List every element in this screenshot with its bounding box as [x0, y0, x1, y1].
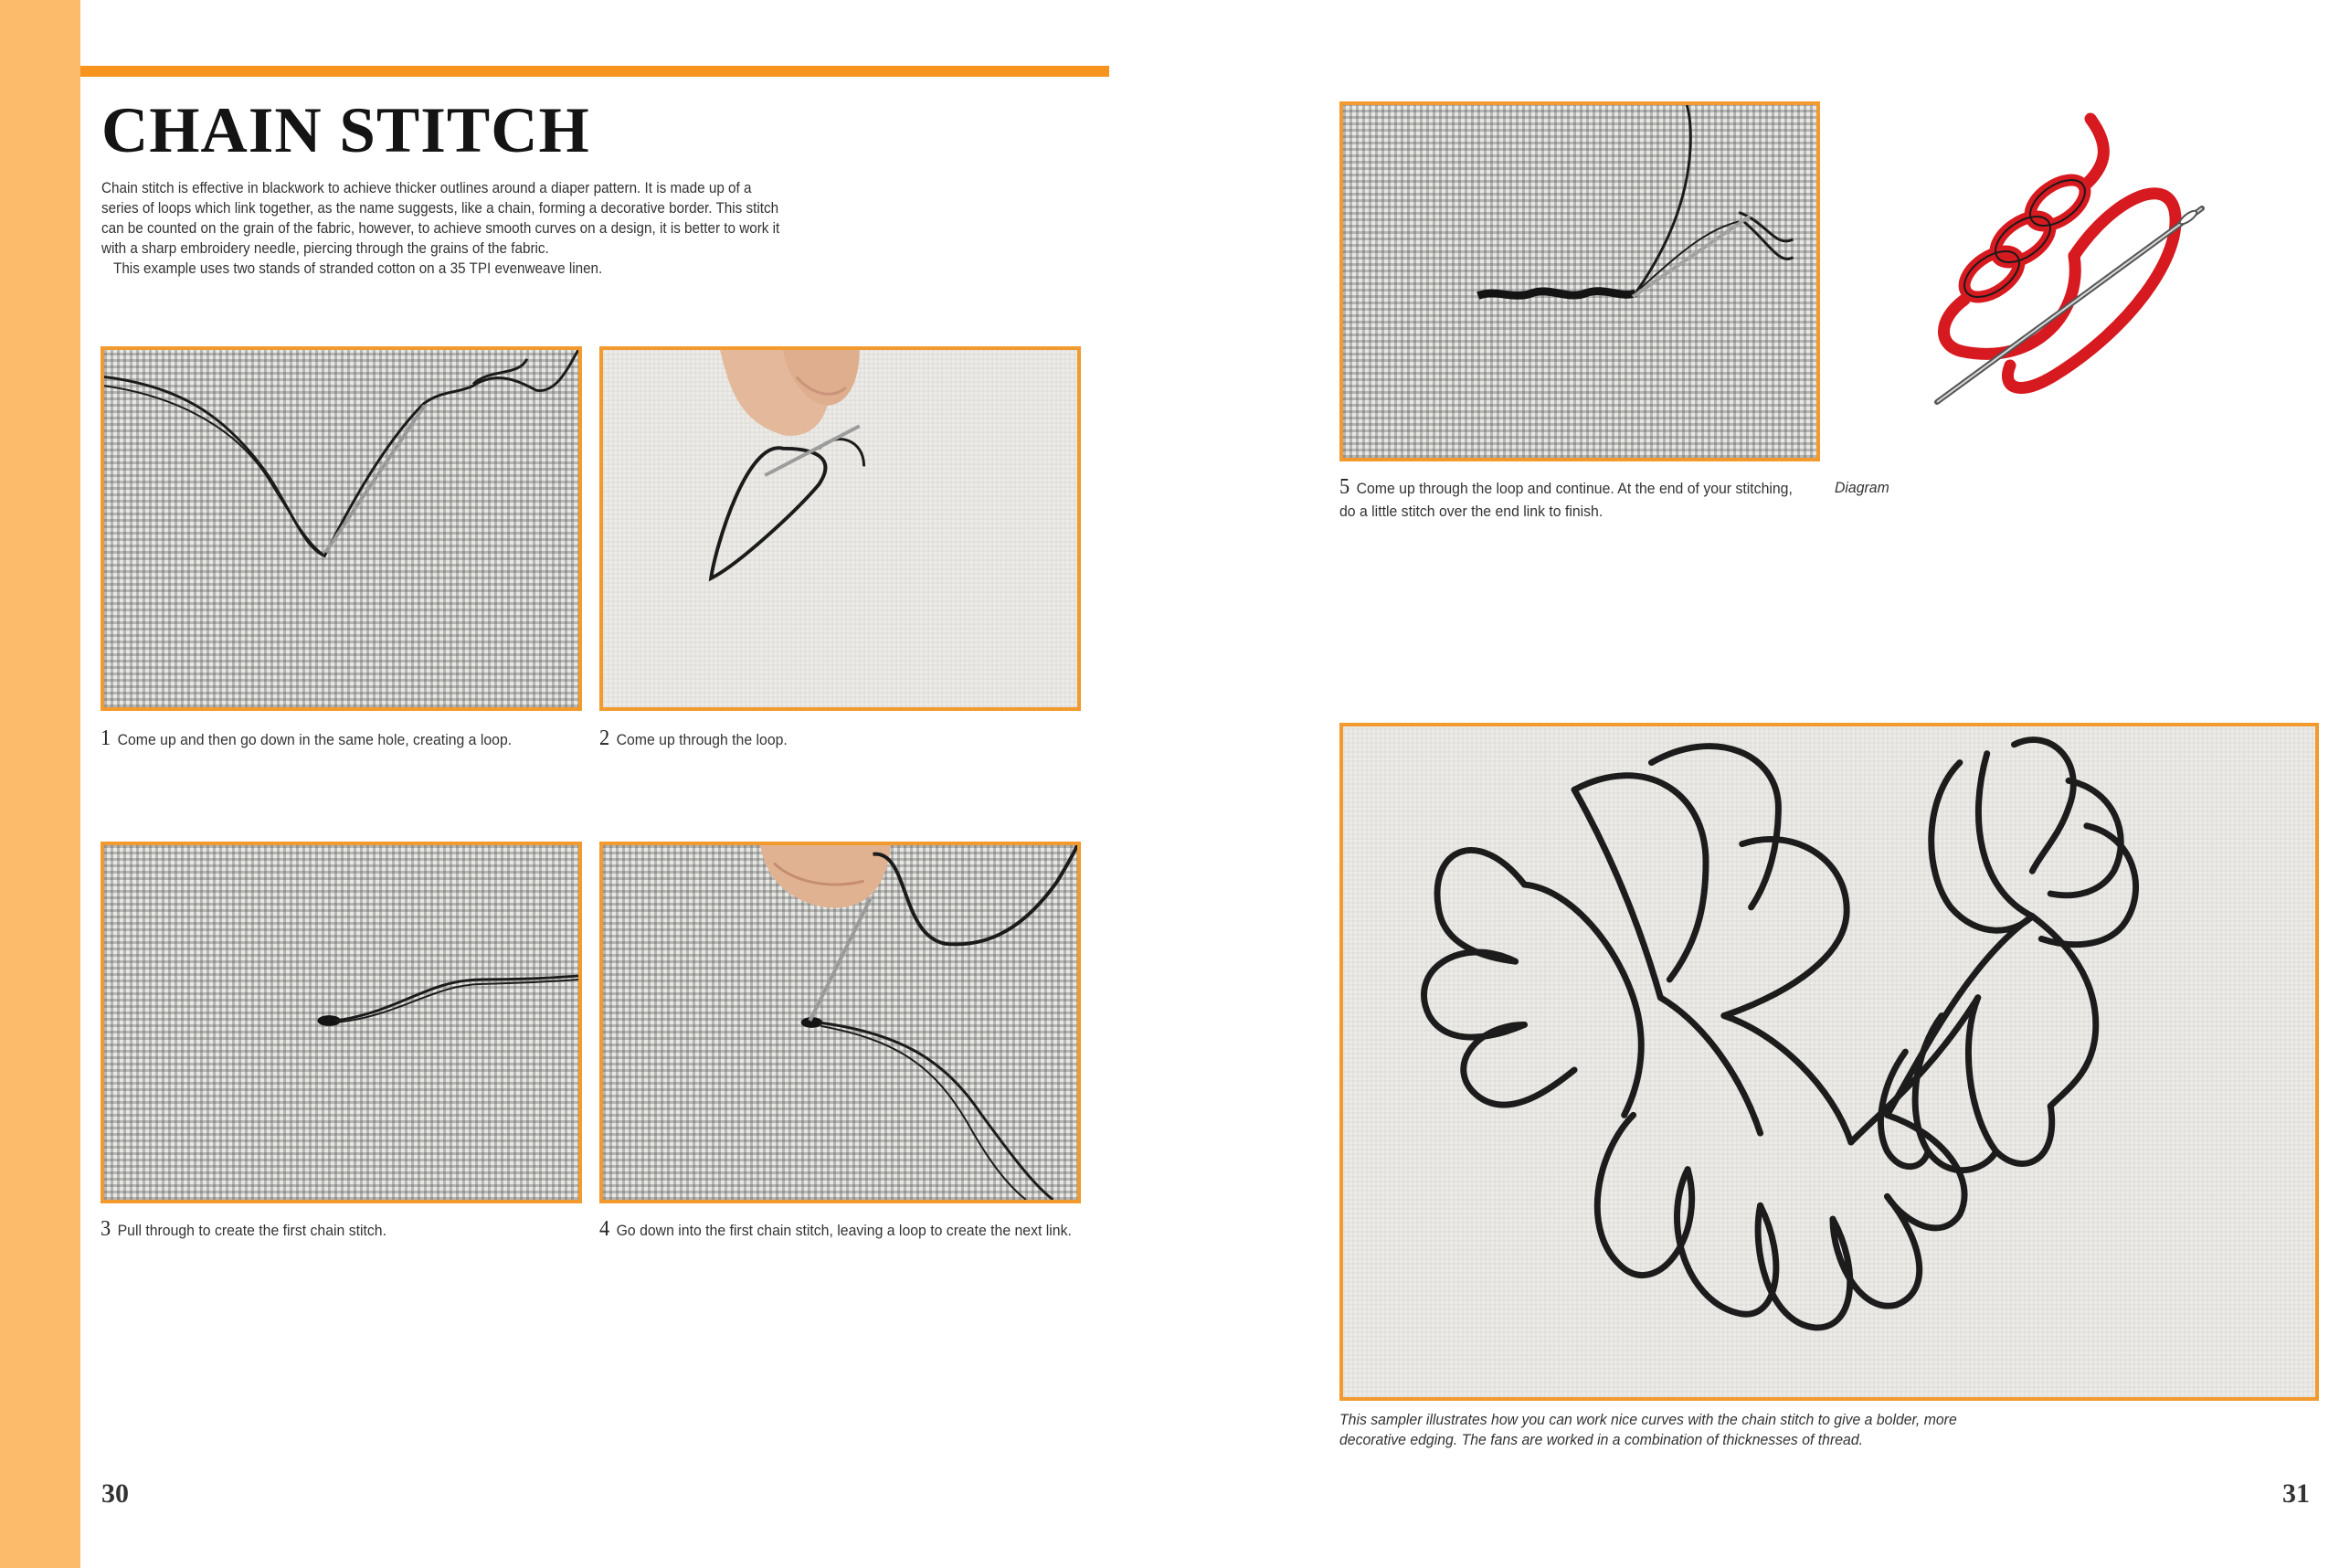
diagram-label: Diagram — [1835, 479, 1889, 496]
page-number-right: 31 — [2282, 1478, 2310, 1509]
step-5-caption — [1339, 473, 1807, 522]
step-text: Come up and then go down in the same hole, creating a loop. — [117, 731, 513, 748]
step-3-caption — [101, 1215, 577, 1244]
sampler-photo — [1339, 723, 2319, 1401]
step-4-caption — [599, 1215, 1075, 1244]
page-edge-strip — [0, 0, 80, 1568]
step-2-photo — [599, 346, 1081, 711]
title-rule — [80, 66, 1109, 77]
step-text: Come up through the loop. — [616, 731, 788, 748]
step-number: 5 — [1339, 475, 1350, 499]
step-5-photo — [1339, 101, 1820, 461]
step-number: 4 — [599, 1217, 610, 1241]
sampler-caption: This sampler illustrates how you can work nice curves with the chain stitch to give a bolder, more decorative edging. The fans are worked in a combination of thicknesses of thread. — [1339, 1411, 1957, 1449]
step-1-photo — [101, 346, 582, 711]
step-text: Come up through the loop and continue. At the end of your stitching, do a little stitch over the end link to finish. — [1339, 480, 1793, 521]
step-text: Pull through to create the first chain stitch. — [117, 1222, 387, 1239]
step-number: 2 — [599, 726, 610, 750]
page-title: CHAIN STITCH — [101, 95, 590, 166]
intro-paragraph-note: This example uses two stands of stranded cotton on a 35 TPI evenweave linen. — [113, 260, 603, 277]
intro-text — [101, 179, 789, 280]
step-number: 1 — [101, 726, 111, 750]
step-3-photo — [101, 842, 582, 1203]
intro-paragraph: Chain stitch is effective in blackwork to achieve thicker outlines around a diaper pattern. It is made up of a series of loops which link together, as the name suggests, like a chain, forming a decorative border. This stitch can be counted on the grain of the fabric, however, to achieve smooth curves on a design, it is better to work it with a sharp embroidery needle, piercing through the grains of the fabric. — [101, 180, 780, 257]
step-number: 3 — [101, 1217, 111, 1241]
step-4-photo — [599, 842, 1081, 1203]
step-2-caption — [599, 725, 1058, 753]
step-text: Go down into the first chain stitch, leaving a loop to create the next link. — [616, 1222, 1072, 1239]
page-number-left: 30 — [101, 1478, 129, 1509]
step-1-caption — [101, 725, 577, 753]
chain-stitch-diagram — [1928, 110, 2229, 411]
